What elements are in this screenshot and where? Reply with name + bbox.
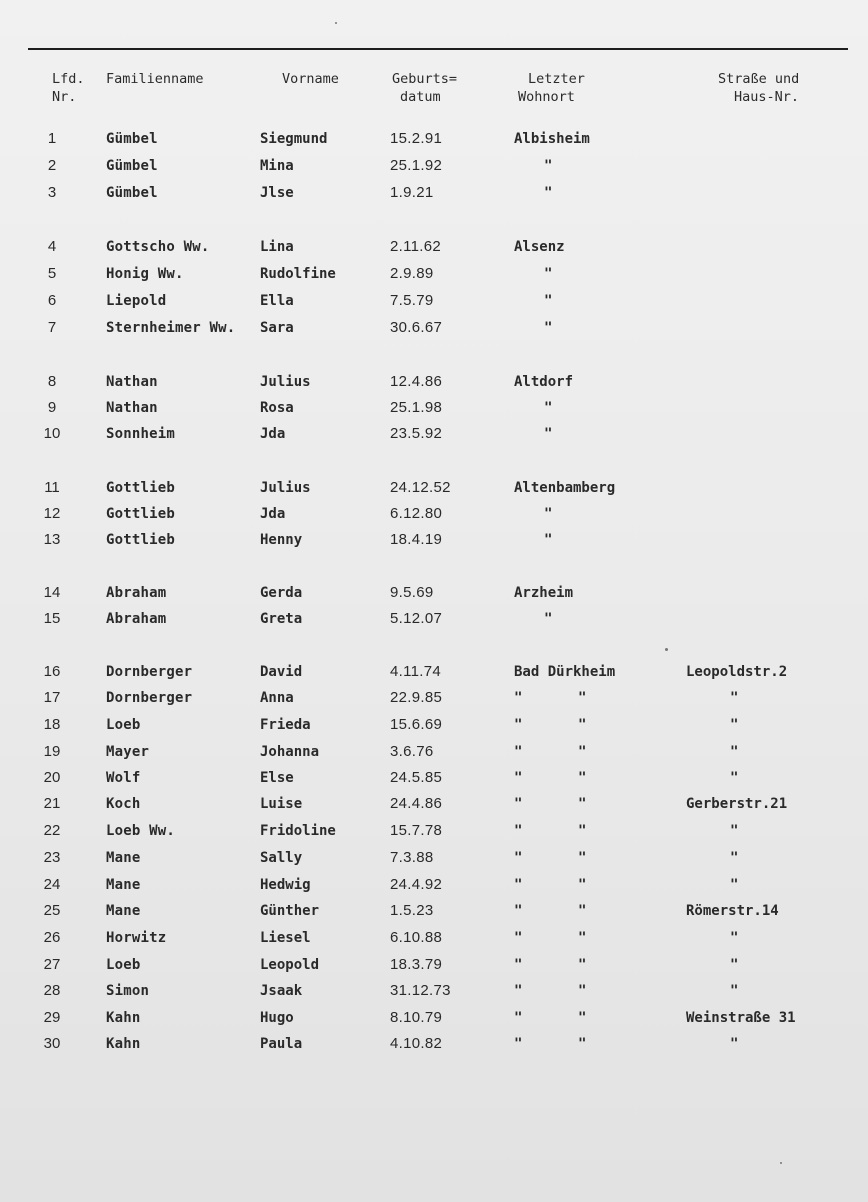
row-number: 28 xyxy=(43,982,61,999)
last-residence-ditto: " xyxy=(578,877,587,893)
row-number: 5 xyxy=(47,265,57,282)
last-residence-ditto: " xyxy=(578,930,587,946)
header-wohnort-line1: Letzter xyxy=(528,71,585,87)
first-name: Leopold xyxy=(260,957,320,973)
table-row xyxy=(0,1033,868,1057)
first-name: Jda xyxy=(260,506,286,522)
row-number: 26 xyxy=(43,929,61,946)
last-residence-ditto: " xyxy=(578,823,587,839)
header-wohnort-line2: Wohnort xyxy=(518,89,575,105)
first-name: Fridoline xyxy=(260,823,336,839)
birth-date: 12.4.86 xyxy=(390,373,443,390)
row-number: 23 xyxy=(43,849,61,866)
family-name: Mane xyxy=(106,850,141,866)
last-residence: " xyxy=(544,266,553,282)
birth-date: 24.12.52 xyxy=(390,479,451,496)
first-name: Luise xyxy=(260,796,303,812)
last-residence: Bad Dürkheim xyxy=(514,664,616,680)
birth-date: 23.5.92 xyxy=(390,425,443,442)
table-row xyxy=(0,371,868,395)
first-name: Julius xyxy=(260,374,311,390)
last-residence-ditto: " xyxy=(578,1010,587,1026)
first-name: Julius xyxy=(260,480,311,496)
birth-date: 24.5.85 xyxy=(390,769,443,786)
table-row xyxy=(0,687,868,711)
first-name: Siegmund xyxy=(260,131,328,147)
street-address: " xyxy=(730,877,739,893)
last-residence: " xyxy=(514,1010,523,1026)
table-row xyxy=(0,900,868,924)
street-address: " xyxy=(730,744,739,760)
table-row xyxy=(0,236,868,260)
street-address: " xyxy=(730,983,739,999)
last-residence: " xyxy=(514,877,523,893)
header-geburtsdatum-line1: Geburts= xyxy=(392,71,458,87)
street-address: " xyxy=(730,850,739,866)
table-row xyxy=(0,582,868,606)
family-name: Mane xyxy=(106,877,141,893)
family-name: Loeb xyxy=(106,957,141,973)
first-name: Greta xyxy=(260,611,303,627)
table-row xyxy=(0,1007,868,1031)
first-name: Günther xyxy=(260,903,320,919)
row-number: 1 xyxy=(47,130,57,147)
first-name: Rosa xyxy=(260,400,294,416)
table-row xyxy=(0,927,868,951)
row-number: 4 xyxy=(47,238,57,255)
first-name: Jda xyxy=(260,426,286,442)
family-name: Liepold xyxy=(106,293,167,309)
birth-date: 15.7.78 xyxy=(390,822,443,839)
family-name: Simon xyxy=(106,983,150,999)
birth-date: 25.1.92 xyxy=(390,157,443,174)
family-name: Sternheimer Ww. xyxy=(106,320,236,336)
family-name: Kahn xyxy=(106,1010,141,1026)
family-name: Gümbel xyxy=(106,131,158,147)
table-row xyxy=(0,954,868,978)
last-residence: " xyxy=(514,957,523,973)
last-residence: " xyxy=(514,983,523,999)
birth-date: 3.6.76 xyxy=(390,743,434,760)
last-residence: " xyxy=(544,611,553,627)
row-number: 30 xyxy=(43,1035,61,1052)
last-residence-ditto: " xyxy=(578,850,587,866)
last-residence: " xyxy=(514,744,523,760)
family-name: Wolf xyxy=(106,770,141,786)
row-number: 17 xyxy=(43,689,61,706)
birth-date: 15.2.91 xyxy=(390,130,443,147)
last-residence-ditto: " xyxy=(578,690,587,706)
family-name: Gottscho Ww. xyxy=(106,239,210,255)
table-row xyxy=(0,820,868,844)
first-name: Gerda xyxy=(260,585,303,601)
street-address: Leopoldstr.2 xyxy=(686,664,788,680)
header-vorname: Vorname xyxy=(282,71,339,87)
first-name: Liesel xyxy=(260,930,311,946)
row-number: 27 xyxy=(43,956,61,973)
last-residence: Altenbamberg xyxy=(514,480,616,496)
last-residence-ditto: " xyxy=(578,983,587,999)
table-row xyxy=(0,317,868,341)
family-name: Horwitz xyxy=(106,930,167,946)
first-name: Hugo xyxy=(260,1010,294,1026)
row-number: 10 xyxy=(43,425,61,442)
birth-date: 1.9.21 xyxy=(390,184,434,201)
family-name: Abraham xyxy=(106,585,167,601)
first-name: David xyxy=(260,664,303,680)
family-name: Kahn xyxy=(106,1036,141,1052)
street-address: Römerstr.14 xyxy=(686,903,779,919)
first-name: Else xyxy=(260,770,294,786)
table-row xyxy=(0,714,868,738)
last-residence-ditto: " xyxy=(578,744,587,760)
last-residence-ditto: " xyxy=(578,770,587,786)
table-row xyxy=(0,793,868,817)
first-name: Jlse xyxy=(260,185,294,201)
last-residence: " xyxy=(544,293,553,309)
table-row xyxy=(0,155,868,179)
table-row xyxy=(0,847,868,871)
row-number: 20 xyxy=(43,769,61,786)
last-residence-ditto: " xyxy=(578,1036,587,1052)
street-address: " xyxy=(730,717,739,733)
row-number: 22 xyxy=(43,822,61,839)
street-address: " xyxy=(730,930,739,946)
street-address: Gerberstr.21 xyxy=(686,796,788,812)
birth-date: 31.12.73 xyxy=(390,982,451,999)
table-row xyxy=(0,477,868,501)
birth-date: 2.11.62 xyxy=(390,238,442,255)
first-name: Henny xyxy=(260,532,303,548)
family-name: Koch xyxy=(106,796,141,812)
table-row xyxy=(0,290,868,314)
last-residence: " xyxy=(514,690,523,706)
paper-speck xyxy=(665,648,668,651)
first-name: Hedwig xyxy=(260,877,311,893)
last-residence: " xyxy=(544,532,553,548)
birth-date: 30.6.67 xyxy=(390,319,443,336)
row-number: 29 xyxy=(43,1009,61,1026)
row-number: 3 xyxy=(47,184,57,201)
last-residence: Alsenz xyxy=(514,239,565,255)
last-residence: " xyxy=(514,717,523,733)
family-name: Gümbel xyxy=(106,185,158,201)
table-row xyxy=(0,529,868,553)
table-row xyxy=(0,423,868,447)
family-name: Gottlieb xyxy=(106,506,176,522)
street-address: " xyxy=(730,957,739,973)
last-residence: Altdorf xyxy=(514,374,574,390)
family-name: Abraham xyxy=(106,611,167,627)
first-name: Jsaak xyxy=(260,983,303,999)
header-strasse-line2: Haus-Nr. xyxy=(734,89,800,105)
birth-date: 9.5.69 xyxy=(390,584,434,601)
row-number: 24 xyxy=(43,876,61,893)
last-residence: Albisheim xyxy=(514,131,590,147)
last-residence: " xyxy=(514,823,523,839)
row-number: 6 xyxy=(47,292,57,309)
birth-date: 7.3.88 xyxy=(390,849,434,866)
last-residence: " xyxy=(544,320,553,336)
last-residence: " xyxy=(514,903,523,919)
last-residence: " xyxy=(544,400,553,416)
last-residence: " xyxy=(514,930,523,946)
birth-date: 7.5.79 xyxy=(390,292,434,309)
row-number: 13 xyxy=(43,531,61,548)
street-address: " xyxy=(730,690,739,706)
row-number: 15 xyxy=(43,610,61,627)
birth-date: 18.4.19 xyxy=(390,531,443,548)
table-row xyxy=(0,263,868,287)
row-number: 12 xyxy=(43,505,61,522)
row-number: 9 xyxy=(47,399,57,416)
first-name: Johanna xyxy=(260,744,320,760)
header-nr-line1: Lfd. xyxy=(52,71,85,87)
last-residence: " xyxy=(544,185,553,201)
last-residence: " xyxy=(514,1036,523,1052)
family-name: Dornberger xyxy=(106,664,193,680)
family-name: Nathan xyxy=(106,374,158,390)
birth-date: 4.11.74 xyxy=(390,663,442,680)
row-number: 19 xyxy=(43,743,61,760)
birth-date: 8.10.79 xyxy=(390,1009,443,1026)
birth-date: 1.5.23 xyxy=(390,902,434,919)
first-name: Rudolfine xyxy=(260,266,336,282)
row-number: 18 xyxy=(43,716,61,733)
row-number: 2 xyxy=(47,157,57,174)
header-nr-line2: Nr. xyxy=(52,89,77,105)
street-address: " xyxy=(730,1036,739,1052)
family-name: Gümbel xyxy=(106,158,158,174)
birth-date: 15.6.69 xyxy=(390,716,443,733)
birth-date: 6.10.88 xyxy=(390,929,443,946)
last-residence-ditto: " xyxy=(578,903,587,919)
first-name: Ella xyxy=(260,293,294,309)
table-row xyxy=(0,741,868,765)
table-row xyxy=(0,182,868,206)
first-name: Mina xyxy=(260,158,294,174)
first-name: Sara xyxy=(260,320,294,336)
birth-date: 6.12.80 xyxy=(390,505,443,522)
last-residence: Arzheim xyxy=(514,585,574,601)
row-number: 14 xyxy=(43,584,61,601)
family-name: Nathan xyxy=(106,400,158,416)
table-row xyxy=(0,767,868,791)
table-row xyxy=(0,397,868,421)
row-number: 11 xyxy=(44,479,60,496)
first-name: Sally xyxy=(260,850,303,866)
birth-date: 22.9.85 xyxy=(390,689,443,706)
family-name: Dornberger xyxy=(106,690,193,706)
last-residence: " xyxy=(544,506,553,522)
table-row xyxy=(0,503,868,527)
first-name: Paula xyxy=(260,1036,303,1052)
street-address: " xyxy=(730,770,739,786)
family-name: Loeb Ww. xyxy=(106,823,176,839)
row-number: 25 xyxy=(43,902,61,919)
last-residence: " xyxy=(544,426,553,442)
first-name: Anna xyxy=(260,690,294,706)
family-name: Mane xyxy=(106,903,141,919)
row-number: 8 xyxy=(47,373,57,390)
last-residence: " xyxy=(544,158,553,174)
family-name: Gottlieb xyxy=(106,480,176,496)
first-name: Frieda xyxy=(260,717,311,733)
family-name: Sonnheim xyxy=(106,426,176,442)
paper-speck xyxy=(335,22,337,24)
table-row xyxy=(0,874,868,898)
header-familienname: Familienname xyxy=(106,71,204,87)
street-address: Weinstraße 31 xyxy=(686,1010,796,1026)
row-number: 16 xyxy=(43,663,61,680)
last-residence-ditto: " xyxy=(578,957,587,973)
header-geburtsdatum-line2: datum xyxy=(400,89,441,105)
table-row xyxy=(0,608,868,632)
last-residence-ditto: " xyxy=(578,717,587,733)
last-residence-ditto: " xyxy=(578,796,587,812)
birth-date: 5.12.07 xyxy=(390,610,443,627)
paper-speck xyxy=(780,1162,782,1164)
row-number: 21 xyxy=(43,795,61,812)
street-address: " xyxy=(730,823,739,839)
first-name: Lina xyxy=(260,239,294,255)
family-name: Gottlieb xyxy=(106,532,176,548)
birth-date: 24.4.92 xyxy=(390,876,443,893)
family-name: Honig Ww. xyxy=(106,266,184,282)
header-strasse-line1: Straße und xyxy=(718,71,800,87)
table-row xyxy=(0,128,868,152)
birth-date: 2.9.89 xyxy=(390,265,434,282)
family-name: Loeb xyxy=(106,717,141,733)
row-number: 7 xyxy=(47,319,57,336)
table-row xyxy=(0,661,868,685)
birth-date: 4.10.82 xyxy=(390,1035,443,1052)
birth-date: 18.3.79 xyxy=(390,956,443,973)
last-residence: " xyxy=(514,796,523,812)
table-row xyxy=(0,980,868,1004)
last-residence: " xyxy=(514,770,523,786)
birth-date: 25.1.98 xyxy=(390,399,443,416)
last-residence: " xyxy=(514,850,523,866)
family-name: Mayer xyxy=(106,744,150,760)
birth-date: 24.4.86 xyxy=(390,795,443,812)
